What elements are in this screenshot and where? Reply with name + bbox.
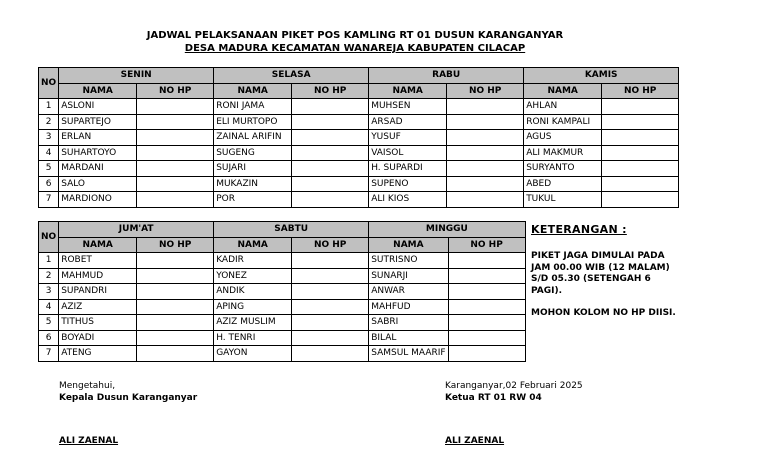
phone-cell[interactable]: [292, 253, 369, 269]
phone-cell[interactable]: [602, 130, 679, 146]
phone-cell[interactable]: [292, 161, 369, 177]
name-cell: AZIZ: [59, 299, 137, 315]
name-cell: MAHMUD: [59, 268, 137, 284]
phone-cell[interactable]: [292, 114, 369, 130]
document-subtitle: [0, 43, 710, 54]
row-number: 5: [39, 315, 59, 331]
nohp-header: NO HP: [447, 83, 524, 99]
name-cell: ANWAR: [369, 284, 448, 300]
nama-header: NAMA: [214, 237, 292, 253]
table-row: [39, 192, 679, 208]
nama-header: NAMA: [214, 83, 292, 99]
name-cell: YONEZ: [214, 268, 292, 284]
name-cell: SABRI: [369, 315, 448, 331]
name-cell: SURYANTO: [524, 161, 602, 177]
phone-cell[interactable]: [137, 176, 214, 192]
row-number: 7: [39, 192, 59, 208]
phone-cell[interactable]: [602, 99, 679, 115]
name-cell: RONI JAMA: [214, 99, 292, 115]
day-header-sabtu: SABTU: [214, 222, 369, 238]
name-cell: KADIR: [214, 253, 292, 269]
name-cell: SUGENG: [214, 145, 292, 161]
name-cell: SUJARI: [214, 161, 292, 177]
name-cell: ABED: [524, 176, 602, 192]
phone-cell[interactable]: [448, 299, 525, 315]
schedule-body-weekend: [39, 253, 526, 362]
phone-cell[interactable]: [137, 114, 214, 130]
phone-cell[interactable]: [137, 346, 214, 362]
name-cell: SUPANDRI: [59, 284, 137, 300]
phone-cell[interactable]: [447, 99, 524, 115]
name-cell: VAISOL: [369, 145, 447, 161]
row-number: 1: [39, 253, 59, 269]
signature-left-name: ALI ZAENAL: [59, 436, 119, 446]
phone-cell[interactable]: [137, 284, 214, 300]
name-cell: RONI KAMPALI: [524, 114, 602, 130]
row-number: 2: [39, 268, 59, 284]
phone-cell[interactable]: [448, 346, 525, 362]
name-cell: SUPARTEJO: [59, 114, 137, 130]
phone-cell[interactable]: [292, 299, 369, 315]
table-row: [39, 268, 526, 284]
schedule-body-weekdays: [39, 99, 679, 208]
phone-cell[interactable]: [448, 330, 525, 346]
phone-cell[interactable]: [137, 299, 214, 315]
name-cell: YUSUF: [369, 130, 447, 146]
name-cell: GAYON: [214, 346, 292, 362]
name-cell: MAHFUD: [369, 299, 448, 315]
day-header-rabu: RABU: [369, 68, 524, 84]
signature-right: [445, 381, 583, 446]
name-cell: ELI MURTOPO: [214, 114, 292, 130]
phone-cell[interactable]: [448, 315, 525, 331]
phone-cell[interactable]: [292, 330, 369, 346]
table-row: [39, 330, 526, 346]
nama-header: NAMA: [59, 237, 137, 253]
phone-cell[interactable]: [137, 161, 214, 177]
name-cell: AZIZ MUSLIM: [214, 315, 292, 331]
name-cell: APING: [214, 299, 292, 315]
row-number: 3: [39, 284, 59, 300]
name-cell: MUKAZIN: [214, 176, 292, 192]
phone-cell[interactable]: [602, 192, 679, 208]
signature-left: [59, 381, 197, 446]
phone-cell[interactable]: [137, 145, 214, 161]
nama-header: NAMA: [369, 237, 448, 253]
phone-cell[interactable]: [292, 176, 369, 192]
name-cell: H. SUPARDI: [369, 161, 447, 177]
table-row: [39, 161, 679, 177]
signature-left-line1: Mengetahui,: [59, 381, 116, 391]
phone-cell[interactable]: [137, 130, 214, 146]
name-cell: SUNARJI: [369, 268, 448, 284]
name-cell: ANDIK: [214, 284, 292, 300]
nohp-header: NO HP: [137, 237, 214, 253]
nohp-header: NO HP: [448, 237, 525, 253]
name-cell: BOYADI: [59, 330, 137, 346]
name-cell: ALI MAKMUR: [524, 145, 602, 161]
signature-left-role: Kepala Dusun Karanganyar: [59, 393, 198, 403]
name-cell: ROBET: [59, 253, 137, 269]
nohp-header: NO HP: [292, 237, 369, 253]
nohp-header: NO HP: [292, 83, 369, 99]
keterangan-note-time: PIKET JAGA DIMULAI PADA JAM 00.00 WIB (12 MALAM) S/D 05.30 (SETENGAH 6 PAGI).: [531, 251, 670, 296]
phone-cell[interactable]: [447, 161, 524, 177]
phone-cell[interactable]: [292, 346, 369, 362]
day-header-selasa: SELASA: [214, 68, 369, 84]
table-row: [39, 253, 526, 269]
keterangan-note-hp: MOHON KOLOM NO HP DIISI.: [531, 308, 676, 318]
phone-cell[interactable]: [292, 268, 369, 284]
phone-cell[interactable]: [292, 99, 369, 115]
phone-cell[interactable]: [137, 99, 214, 115]
nama-header: NAMA: [369, 83, 447, 99]
name-cell: ATENG: [59, 346, 137, 362]
name-cell: MARDIONO: [59, 192, 137, 208]
name-cell: AHLAN: [524, 99, 602, 115]
name-cell: TUKUL: [524, 192, 602, 208]
schedule-table-weekdays: [38, 67, 679, 208]
name-cell: ZAINAL ARIFIN: [214, 130, 292, 146]
table-row: [39, 99, 679, 115]
table-row: [39, 299, 526, 315]
name-cell: AGUS: [524, 130, 602, 146]
phone-cell[interactable]: [292, 130, 369, 146]
row-number: 5: [39, 161, 59, 177]
phone-cell[interactable]: [448, 268, 525, 284]
day-header-jumat: JUM'AT: [59, 222, 214, 238]
row-number: 6: [39, 176, 59, 192]
nohp-header: NO HP: [137, 83, 214, 99]
schedule-table-weekend: [38, 221, 526, 362]
name-cell: ALI KIOS: [369, 192, 447, 208]
row-number: 3: [39, 130, 59, 146]
phone-cell[interactable]: [602, 145, 679, 161]
name-cell: ARSAD: [369, 114, 447, 130]
row-number: 2: [39, 114, 59, 130]
phone-cell[interactable]: [292, 192, 369, 208]
phone-cell[interactable]: [602, 114, 679, 130]
name-cell: H. TENRI: [214, 330, 292, 346]
name-cell: POR: [214, 192, 292, 208]
table-row: [39, 284, 526, 300]
name-cell: SALO: [59, 176, 137, 192]
document-title: JADWAL PELAKSANAAN PIKET POS KAMLING RT 01 DUSUN KARANGANYAR: [146, 30, 564, 41]
phone-cell[interactable]: [137, 192, 214, 208]
row-number: 4: [39, 299, 59, 315]
phone-cell[interactable]: [602, 176, 679, 192]
no-header: NO: [39, 222, 59, 253]
table-row: [39, 176, 679, 192]
table-row: [39, 145, 679, 161]
row-number: 1: [39, 99, 59, 115]
table-row: [39, 315, 526, 331]
name-cell: SUHARTOYO: [59, 145, 137, 161]
nama-header: NAMA: [59, 83, 137, 99]
signature-right-name: ALI ZAENAL: [445, 436, 505, 446]
signature-right-line1: Karanganyar,02 Februari 2025: [445, 381, 583, 391]
row-number: 4: [39, 145, 59, 161]
name-cell: MUHSEN: [369, 99, 447, 115]
row-number: 7: [39, 346, 59, 362]
name-cell: SAMSUL MAARIF: [369, 346, 448, 362]
phone-cell[interactable]: [447, 176, 524, 192]
name-cell: MARDANI: [59, 161, 137, 177]
phone-cell[interactable]: [292, 315, 369, 331]
day-header-minggu: MINGGU: [369, 222, 525, 238]
phone-cell[interactable]: [447, 145, 524, 161]
phone-cell[interactable]: [602, 161, 679, 177]
phone-cell[interactable]: [448, 284, 525, 300]
keterangan-title: KETERANGAN :: [531, 223, 627, 236]
day-header-senin: SENIN: [59, 68, 214, 84]
phone-cell[interactable]: [137, 253, 214, 269]
phone-cell[interactable]: [137, 330, 214, 346]
phone-cell[interactable]: [137, 268, 214, 284]
phone-cell[interactable]: [292, 284, 369, 300]
phone-cell[interactable]: [292, 145, 369, 161]
name-cell: BILAL: [369, 330, 448, 346]
table-row: [39, 114, 679, 130]
document-subtitle-text: DESA MADURA KECAMATAN WANAREJA KABUPATEN CILACAP: [184, 43, 526, 54]
row-number: 6: [39, 330, 59, 346]
phone-cell[interactable]: [447, 114, 524, 130]
no-header: NO: [39, 68, 59, 99]
name-cell: SUPENO: [369, 176, 447, 192]
day-header-kamis: KAMIS: [524, 68, 679, 84]
signature-right-role: Ketua RT 01 RW 04: [445, 393, 542, 403]
name-cell: ERLAN: [59, 130, 137, 146]
phone-cell[interactable]: [447, 130, 524, 146]
phone-cell[interactable]: [137, 315, 214, 331]
nama-header: NAMA: [524, 83, 602, 99]
nohp-header: NO HP: [602, 83, 679, 99]
name-cell: SUTRISNO: [369, 253, 448, 269]
keterangan-box: [531, 223, 681, 331]
table-row: [39, 130, 679, 146]
table-row: [39, 346, 526, 362]
phone-cell[interactable]: [448, 253, 525, 269]
name-cell: TITHUS: [59, 315, 137, 331]
name-cell: ASLONI: [59, 99, 137, 115]
phone-cell[interactable]: [447, 192, 524, 208]
